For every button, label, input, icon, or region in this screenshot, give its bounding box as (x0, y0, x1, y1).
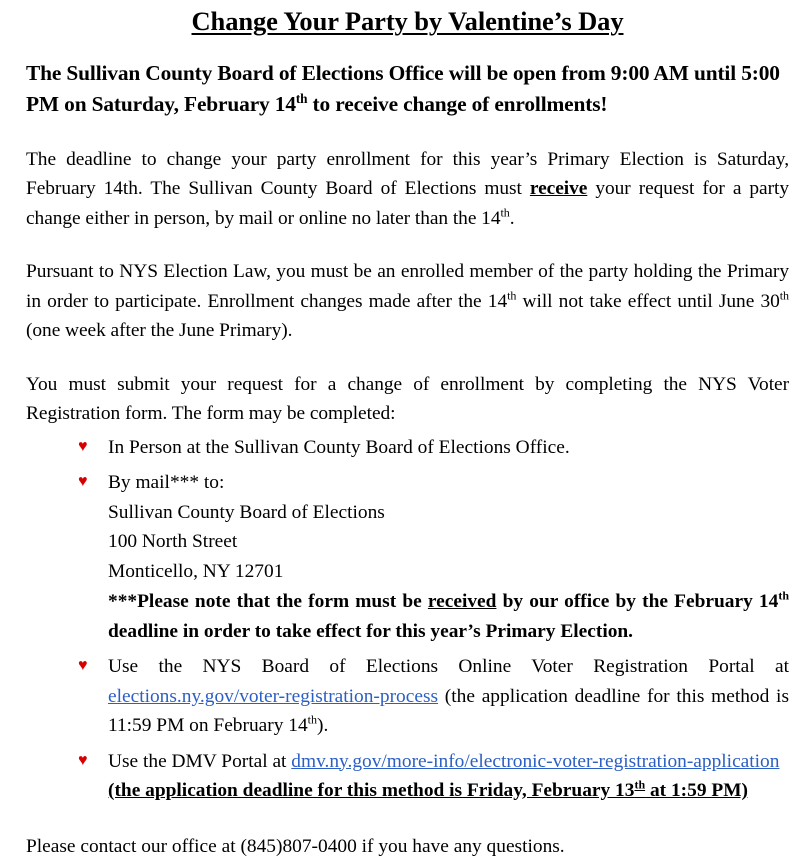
dmv-deadline-ordinal: th (634, 777, 646, 792)
list-item-dmv-portal (26, 747, 789, 806)
election-law-ordinal-2: th (779, 288, 789, 303)
mail-note-ordinal: th (778, 588, 789, 603)
list-item-online-portal (26, 652, 789, 740)
dmv-deadline-text-a: (the application deadline for this method is Friday, February 13 (108, 780, 635, 802)
mail-note-emphasis-received: received (427, 591, 497, 613)
mail-note-text-b: by our office by the February 14 (496, 591, 779, 613)
office-hours-tail: to receive change of enrollments! (307, 91, 608, 116)
deadline-paragraph (26, 145, 789, 233)
mailing-address-line-2: 100 North Street (108, 531, 238, 553)
mail-received-note (108, 587, 789, 646)
online-portal-ordinal: th (307, 712, 318, 727)
mailing-address-line-3: Monticello, NY 12701 (108, 560, 284, 582)
mailing-address-line-1: Sullivan County Board of Elections (108, 501, 385, 523)
deadline-text-b: your request for a party change either in person, by mail or online no later than the 14 (26, 178, 789, 229)
heart-bullet-icon: ♥ (78, 657, 88, 675)
heart-bullet-icon: ♥ (78, 437, 88, 455)
mail-note-text-c: deadline in order to take effect for this year’s Primary Election. (108, 620, 634, 642)
office-hours-ordinal: th (295, 90, 308, 106)
deadline-text-c: . (509, 207, 515, 229)
election-law-text-b: will not take effect until June 30 (516, 290, 780, 312)
election-law-text-a: Pursuant to NYS Election Law, you must be an enrolled member of the party holding the Primary in order to participate. Enrollment changes made after the 14 (26, 261, 789, 312)
deadline-ordinal: th (500, 205, 510, 220)
office-hours-statement (26, 58, 789, 119)
online-portal-text-b: (the application deadline for this method is 11:59 PM on February 14 (108, 685, 789, 737)
list-item-in-person (26, 433, 789, 462)
by-mail-text: By mail*** to: (108, 472, 225, 494)
deadline-emphasis-receive: receive (529, 178, 588, 200)
deadline-text-a: The deadline to change your party enrollment for this year’s Primary Election is Saturday, February 14th. The Sullivan County Board of Elections must (26, 148, 789, 200)
in-person-text: In Person at the Sullivan County Board of Elections Office. (108, 436, 570, 458)
submission-methods-list (26, 433, 789, 806)
list-item-by-mail (26, 468, 789, 646)
dmv-deadline-text-b: at 1:59 PM) (645, 780, 748, 802)
page-title (26, 7, 789, 36)
office-hours-main: The Sullivan County Board of Elections Office will be open from 9:00 AM until 5:00 PM on Saturday, February 14 (26, 61, 780, 116)
online-portal-text-a: Use the NYS Board of Elections Online Voter Registration Portal at (108, 656, 789, 678)
page-title-text: Change Your Party by Valentine’s Day (191, 6, 624, 36)
submission-intro-paragraph: You must submit your request for a change of enrollment by completing the NYS Voter Registration form. The form may be completed: (26, 373, 789, 425)
heart-bullet-icon: ♥ (78, 473, 88, 491)
online-portal-text-c: ). (317, 715, 329, 737)
election-law-text-c: (one week after the June Primary). (26, 320, 293, 342)
contact-closing-line: Please contact our office at (845)807-0400 if you have any questions. (26, 835, 565, 857)
election-law-paragraph (26, 257, 789, 345)
heart-bullet-icon: ♥ (78, 751, 88, 769)
election-law-ordinal-1: th (507, 288, 517, 303)
elections-ny-gov-link[interactable]: elections.ny.gov/voter-registration-process (108, 685, 439, 707)
dmv-ny-gov-link[interactable]: dmv.ny.gov/more-info/electronic-voter-registration-application (291, 750, 780, 772)
mail-note-text-a: ***Please note that the form must be (108, 591, 428, 613)
dmv-deadline-note (108, 777, 748, 802)
document-page (0, 6, 811, 857)
dmv-portal-text-a: Use the DMV Portal at (108, 750, 292, 772)
